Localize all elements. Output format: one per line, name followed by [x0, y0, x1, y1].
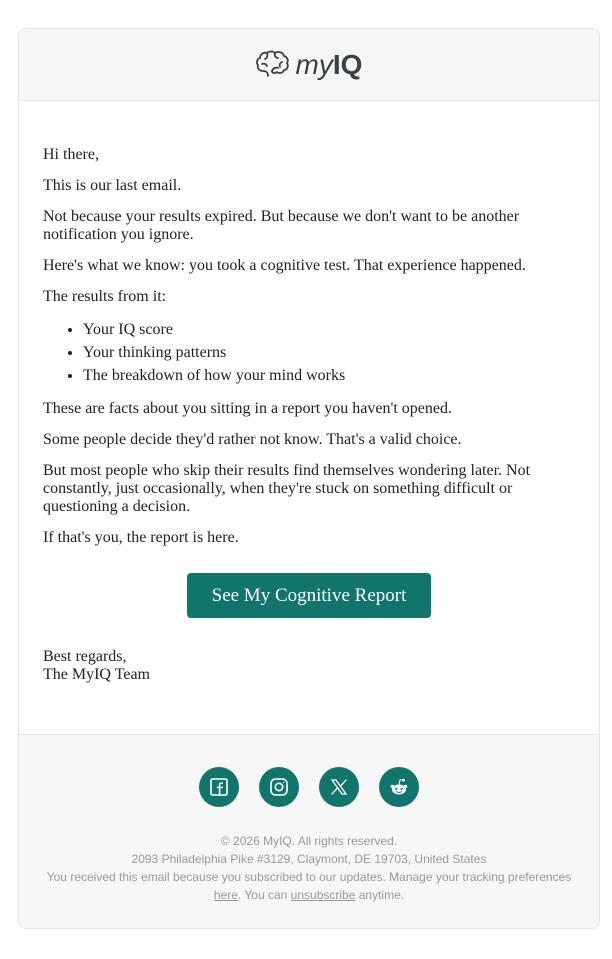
paragraph-facts: These are facts about you sitting in a report you haven't opened. — [43, 400, 452, 417]
email-card — [18, 28, 600, 929]
copyright: © 2026 MyIQ. All rights reserved. — [220, 834, 398, 848]
signoff — [43, 648, 575, 684]
paragraph-report-here: If that's you, the report is here. — [43, 529, 239, 546]
x-icon[interactable] — [319, 767, 359, 807]
greeting: Hi there, — [43, 146, 99, 163]
unsubscribe-link[interactable]: unsubscribe — [290, 888, 356, 902]
paragraph-choice: Some people decide they'd rather not know. That's a valid choice. — [43, 431, 462, 448]
logo-iq: IQ — [332, 48, 363, 80]
reddit-icon[interactable] — [379, 767, 419, 807]
list-item: • Your IQ score — [83, 321, 575, 339]
cta-container — [43, 573, 575, 618]
signoff-regards: Best regards, — [43, 648, 127, 665]
results-list — [43, 321, 575, 385]
signoff-team: The MyIQ Team — [43, 666, 150, 683]
paragraph-results-intro: The results from it: — [43, 288, 167, 305]
logo-wordmark — [296, 49, 363, 81]
paragraph-wondering: But most people who skip their results find themselves wondering later. Not constantly, just occasionally, when they're stuck on something difficult or questioning a decision. — [43, 462, 531, 515]
paragraph-what-we-know: Here's what we know: you took a cognitive test. That experience happened. — [43, 257, 526, 274]
email-header — [19, 29, 599, 101]
legal-text — [19, 832, 599, 904]
social-links — [19, 767, 599, 807]
notice-suffix: anytime. — [355, 888, 405, 902]
preferences-here-link[interactable]: here — [213, 888, 238, 902]
facebook-icon[interactable] — [199, 767, 239, 807]
brain-icon — [256, 50, 290, 80]
email-footer — [19, 734, 599, 928]
notice-middle: . You can — [237, 888, 291, 902]
subscription-notice — [19, 868, 599, 904]
instagram-icon[interactable] — [259, 767, 299, 807]
myiq-logo[interactable] — [256, 49, 363, 81]
list-item: • Your thinking patterns — [83, 344, 575, 362]
logo-my: my — [295, 48, 333, 80]
list-item: • The breakdown of how your mind works — [83, 367, 575, 385]
email-body — [19, 101, 599, 684]
see-report-button[interactable]: See My Cognitive Report — [187, 573, 431, 618]
notice-prefix: You received this email because you subscribed to our updates. Manage your tracking preferences — [46, 870, 572, 884]
paragraph-last-email: This is our last email. — [43, 177, 182, 194]
address: 2093 Philadelphia Pike #3129, Claymont, DE 19703, United States — [131, 852, 487, 866]
paragraph-not-expired: Not because your results expired. But because we don't want to be another notification you ignore. — [43, 208, 520, 243]
